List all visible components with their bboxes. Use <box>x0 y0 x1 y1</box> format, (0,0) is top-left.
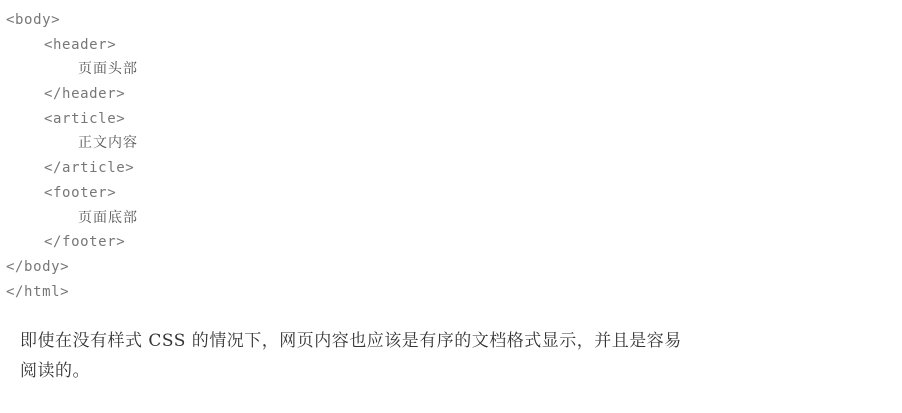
code-line-footer-close: </footer> <box>44 234 126 251</box>
code-line-header-content: 页面头部 <box>78 61 138 78</box>
paragraph-line-1: 即使在没有样式 CSS 的情况下，网页内容也应该是有序的文档格式显示，并且是容易 <box>20 331 682 351</box>
code-line-body-open: <body> <box>6 12 61 28</box>
code-line-footer-open: <footer> <box>44 184 117 201</box>
code-line-article-content: 正文内容 <box>78 135 138 152</box>
body-paragraph <box>20 326 880 386</box>
code-line-header-open: <header> <box>44 36 117 53</box>
code-line-footer-content: 页面底部 <box>78 209 138 226</box>
code-block <box>6 8 426 304</box>
code-line-header-close: </header> <box>44 86 126 103</box>
code-line-html-close: </html> <box>6 283 70 300</box>
code-line-article-open: <article> <box>44 110 126 127</box>
code-line-article-close: </article> <box>44 160 135 177</box>
paragraph-line-2: 阅读的。 <box>20 361 90 381</box>
code-line-body-close: </body> <box>6 258 70 275</box>
